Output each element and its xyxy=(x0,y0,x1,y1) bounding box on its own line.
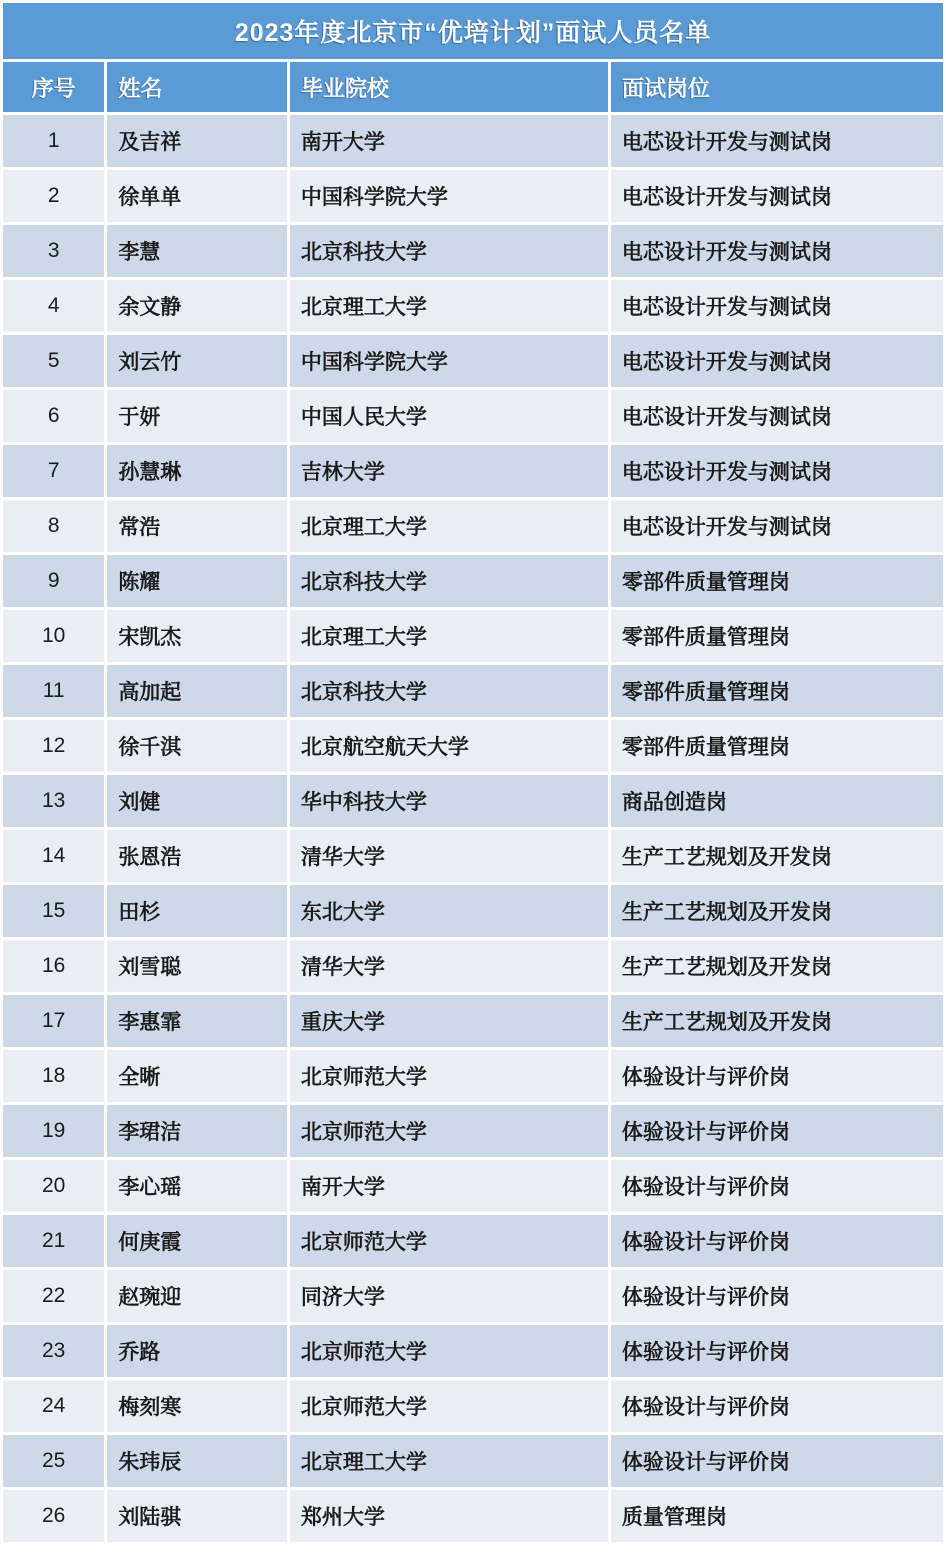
cell-name: 陈耀 xyxy=(107,555,287,607)
cell-school: 北京理工大学 xyxy=(290,500,608,552)
table-row xyxy=(3,335,943,387)
cell-school: 北京航空航天大学 xyxy=(290,720,608,772)
cell-name: 余文静 xyxy=(107,280,287,332)
cell-position: 电芯设计开发与测试岗 xyxy=(611,335,943,387)
cell-name: 张恩浩 xyxy=(107,830,287,882)
column-header-position: 面试岗位 xyxy=(611,62,943,112)
cell-school: 同济大学 xyxy=(290,1270,608,1322)
cell-position: 零部件质量管理岗 xyxy=(611,720,943,772)
cell-index: 19 xyxy=(3,1105,104,1157)
table-row xyxy=(3,1270,943,1322)
cell-school: 北京师范大学 xyxy=(290,1215,608,1267)
cell-position: 电芯设计开发与测试岗 xyxy=(611,170,943,222)
cell-school: 中国人民大学 xyxy=(290,390,608,442)
cell-name: 田杉 xyxy=(107,885,287,937)
cell-name: 何庚霞 xyxy=(107,1215,287,1267)
cell-position: 电芯设计开发与测试岗 xyxy=(611,280,943,332)
cell-name: 李心瑶 xyxy=(107,1160,287,1212)
cell-index: 20 xyxy=(3,1160,104,1212)
table-row xyxy=(3,885,943,937)
cell-name: 乔路 xyxy=(107,1325,287,1377)
cell-position: 生产工艺规划及开发岗 xyxy=(611,830,943,882)
cell-school: 吉林大学 xyxy=(290,445,608,497)
cell-index: 10 xyxy=(3,610,104,662)
cell-school: 清华大学 xyxy=(290,830,608,882)
cell-name: 朱玮辰 xyxy=(107,1435,287,1487)
table-row xyxy=(3,500,943,552)
table-row xyxy=(3,1105,943,1157)
cell-name: 常浩 xyxy=(107,500,287,552)
table-row xyxy=(3,1380,943,1432)
cell-position: 体验设计与评价岗 xyxy=(611,1380,943,1432)
table-header-row xyxy=(3,62,943,112)
cell-name: 孙慧琳 xyxy=(107,445,287,497)
cell-index: 13 xyxy=(3,775,104,827)
cell-index: 25 xyxy=(3,1435,104,1487)
table-row xyxy=(3,1325,943,1377)
cell-name: 刘陆骐 xyxy=(107,1490,287,1542)
cell-position: 电芯设计开发与测试岗 xyxy=(611,390,943,442)
cell-name: 于妍 xyxy=(107,390,287,442)
page-title: 2023年度北京市“优培计划”面试人员名单 xyxy=(3,3,943,59)
cell-index: 22 xyxy=(3,1270,104,1322)
cell-index: 6 xyxy=(3,390,104,442)
cell-index: 15 xyxy=(3,885,104,937)
table-row xyxy=(3,940,943,992)
cell-name: 刘雪聪 xyxy=(107,940,287,992)
cell-name: 高加起 xyxy=(107,665,287,717)
cell-position: 零部件质量管理岗 xyxy=(611,610,943,662)
cell-name: 赵琬迎 xyxy=(107,1270,287,1322)
cell-name: 徐千淇 xyxy=(107,720,287,772)
cell-index: 18 xyxy=(3,1050,104,1102)
cell-index: 5 xyxy=(3,335,104,387)
cell-position: 体验设计与评价岗 xyxy=(611,1325,943,1377)
table-title-row xyxy=(3,3,943,59)
cell-position: 体验设计与评价岗 xyxy=(611,1435,943,1487)
table-row xyxy=(3,1435,943,1487)
cell-position: 质量管理岗 xyxy=(611,1490,943,1542)
cell-school: 北京理工大学 xyxy=(290,1435,608,1487)
cell-position: 体验设计与评价岗 xyxy=(611,1270,943,1322)
cell-index: 17 xyxy=(3,995,104,1047)
cell-position: 电芯设计开发与测试岗 xyxy=(611,225,943,277)
cell-name: 李珺洁 xyxy=(107,1105,287,1157)
cell-name: 李慧 xyxy=(107,225,287,277)
cell-name: 宋凯杰 xyxy=(107,610,287,662)
cell-index: 9 xyxy=(3,555,104,607)
cell-name: 刘健 xyxy=(107,775,287,827)
cell-index: 8 xyxy=(3,500,104,552)
table-row xyxy=(3,1050,943,1102)
cell-index: 21 xyxy=(3,1215,104,1267)
cell-school: 北京科技大学 xyxy=(290,225,608,277)
column-header-index: 序号 xyxy=(3,62,104,112)
cell-name: 梅刻寒 xyxy=(107,1380,287,1432)
cell-school: 北京理工大学 xyxy=(290,610,608,662)
cell-position: 电芯设计开发与测试岗 xyxy=(611,115,943,167)
cell-position: 生产工艺规划及开发岗 xyxy=(611,940,943,992)
cell-position: 零部件质量管理岗 xyxy=(611,665,943,717)
table-row xyxy=(3,445,943,497)
cell-name: 刘云竹 xyxy=(107,335,287,387)
table-row xyxy=(3,115,943,167)
table-row xyxy=(3,665,943,717)
cell-position: 体验设计与评价岗 xyxy=(611,1105,943,1157)
cell-position: 生产工艺规划及开发岗 xyxy=(611,995,943,1047)
cell-index: 14 xyxy=(3,830,104,882)
cell-school: 清华大学 xyxy=(290,940,608,992)
table-row xyxy=(3,830,943,882)
column-header-school: 毕业院校 xyxy=(290,62,608,112)
cell-name: 李惠霏 xyxy=(107,995,287,1047)
table-row xyxy=(3,1215,943,1267)
cell-school: 重庆大学 xyxy=(290,995,608,1047)
cell-position: 电芯设计开发与测试岗 xyxy=(611,445,943,497)
table-row xyxy=(3,1160,943,1212)
cell-index: 23 xyxy=(3,1325,104,1377)
cell-school: 中国科学院大学 xyxy=(290,335,608,387)
table-row xyxy=(3,720,943,772)
cell-index: 11 xyxy=(3,665,104,717)
table-row xyxy=(3,610,943,662)
cell-index: 3 xyxy=(3,225,104,277)
cell-school: 北京师范大学 xyxy=(290,1325,608,1377)
cell-school: 北京科技大学 xyxy=(290,555,608,607)
table-row xyxy=(3,775,943,827)
cell-index: 2 xyxy=(3,170,104,222)
cell-name: 徐单单 xyxy=(107,170,287,222)
cell-school: 北京理工大学 xyxy=(290,280,608,332)
table-row xyxy=(3,280,943,332)
cell-position: 体验设计与评价岗 xyxy=(611,1160,943,1212)
cell-position: 生产工艺规划及开发岗 xyxy=(611,885,943,937)
table-row xyxy=(3,225,943,277)
table-row xyxy=(3,555,943,607)
table-row xyxy=(3,1490,943,1542)
cell-position: 零部件质量管理岗 xyxy=(611,555,943,607)
cell-school: 北京科技大学 xyxy=(290,665,608,717)
cell-index: 16 xyxy=(3,940,104,992)
cell-school: 东北大学 xyxy=(290,885,608,937)
cell-position: 体验设计与评价岗 xyxy=(611,1215,943,1267)
cell-index: 24 xyxy=(3,1380,104,1432)
cell-school: 北京师范大学 xyxy=(290,1050,608,1102)
cell-school: 郑州大学 xyxy=(290,1490,608,1542)
cell-school: 南开大学 xyxy=(290,1160,608,1212)
cell-index: 1 xyxy=(3,115,104,167)
cell-position: 电芯设计开发与测试岗 xyxy=(611,500,943,552)
cell-school: 北京师范大学 xyxy=(290,1380,608,1432)
cell-name: 全晰 xyxy=(107,1050,287,1102)
cell-school: 南开大学 xyxy=(290,115,608,167)
cell-school: 中国科学院大学 xyxy=(290,170,608,222)
cell-index: 7 xyxy=(3,445,104,497)
cell-school: 北京师范大学 xyxy=(290,1105,608,1157)
table-row xyxy=(3,170,943,222)
cell-index: 26 xyxy=(3,1490,104,1542)
table-row xyxy=(3,995,943,1047)
cell-index: 12 xyxy=(3,720,104,772)
cell-name: 及吉祥 xyxy=(107,115,287,167)
cell-position: 体验设计与评价岗 xyxy=(611,1050,943,1102)
table-row xyxy=(3,390,943,442)
cell-position: 商品创造岗 xyxy=(611,775,943,827)
cell-school: 华中科技大学 xyxy=(290,775,608,827)
column-header-name: 姓名 xyxy=(107,62,287,112)
cell-index: 4 xyxy=(3,280,104,332)
